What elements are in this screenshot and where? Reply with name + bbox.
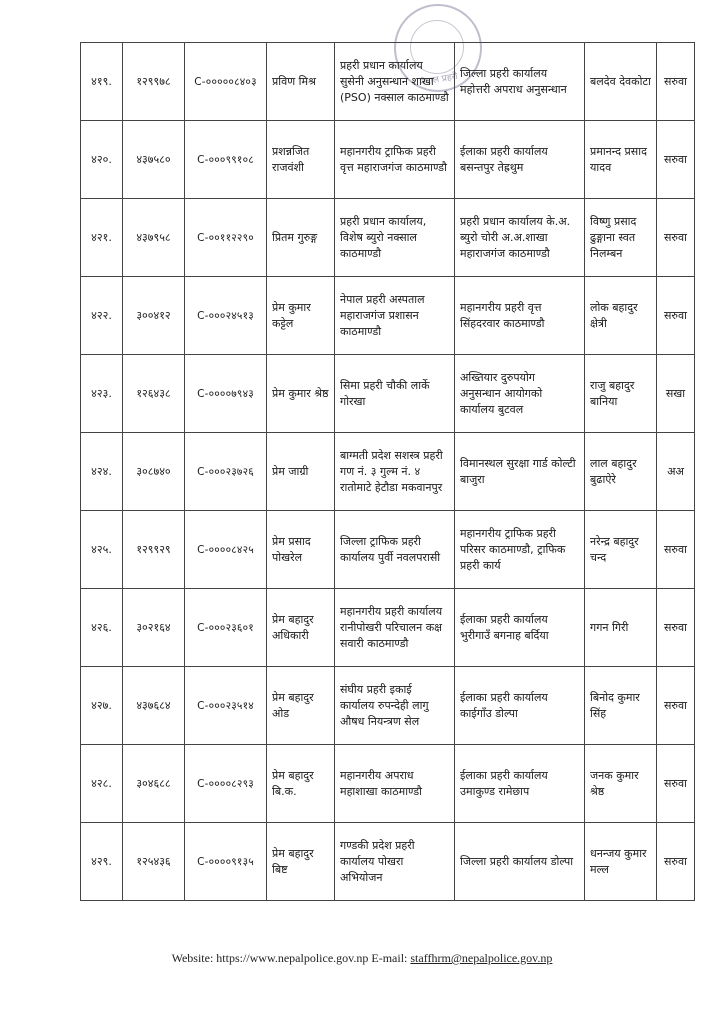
remark: अअ [657, 433, 695, 511]
website-link[interactable]: https://www.nepalpolice.gov.np [216, 951, 369, 965]
approver-name: राजु बहादुर बानिया [585, 355, 657, 433]
approver-name: धनन्जय कुमार मल्ल [585, 823, 657, 901]
personnel-id: ३००४१२ [123, 277, 185, 355]
table-row [81, 433, 695, 511]
staff-code: C-०००९९१०८ [185, 121, 267, 199]
to-office: विमानस्थल सुरक्षा गार्ड कोल्टी बाजुरा [455, 433, 585, 511]
person-name: प्रेम बहादुर बि.क. [267, 745, 335, 823]
serial-number: ४२६. [81, 589, 123, 667]
approver-name: लोक बहादुर क्षेत्री [585, 277, 657, 355]
from-office: गण्डकी प्रदेश प्रहरी कार्यालय पोखरा अभियोजन [335, 823, 455, 901]
staff-code: C-००००८४२५ [185, 511, 267, 589]
remark: सरुवा [657, 199, 695, 277]
from-office: बाग्मती प्रदेश सशस्त्र प्रहरी गण नं. ३ गुल्म नं. ४ रातोमाटे हेटौडा मकवानपुर [335, 433, 455, 511]
serial-number: ४२०. [81, 121, 123, 199]
remark: सखा [657, 355, 695, 433]
serial-number: ४२३. [81, 355, 123, 433]
staff-code: C-००११२२९० [185, 199, 267, 277]
to-office: ईलाका प्रहरी कार्यालय उमाकुण्ड रामेछाप [455, 745, 585, 823]
person-name: प्रेम बहादुर अधिकारी [267, 589, 335, 667]
remark: सरुवा [657, 511, 695, 589]
serial-number: ४१९. [81, 43, 123, 121]
from-office: प्रहरी प्रधान कार्यालय सुसेनी अनुसन्धान शाखा (PSO) नक्साल काठमाण्डौ [335, 43, 455, 121]
personnel-id: ४३७५८० [123, 121, 185, 199]
to-office: महानगरीय ट्राफिक प्रहरी परिसर काठमाण्डौ, ट्राफिक प्रहरी कार्य [455, 511, 585, 589]
staff-code: C-०००२४५१३ [185, 277, 267, 355]
table-row [81, 121, 695, 199]
table-row [81, 823, 695, 901]
person-name: प्रशन्नजित राजवंशी [267, 121, 335, 199]
table-row [81, 277, 695, 355]
to-office: अख्तियार दुरुपयोग अनुसन्धान आयोगको कार्यालय बुटवल [455, 355, 585, 433]
email-link[interactable]: staffhrm@nepalpolice.gov.np [410, 951, 553, 965]
to-office: ईलाका प्रहरी कार्यालय भुरीगाउँ बगनाह बर्दिया [455, 589, 585, 667]
remark: सरुवा [657, 823, 695, 901]
approver-name: प्रमानन्द प्रसाद यादव [585, 121, 657, 199]
page-footer [0, 951, 724, 966]
person-name: प्रितम गुरुङ्ग [267, 199, 335, 277]
from-office: नेपाल प्रहरी अस्पताल महाराजगंज प्रशासन काठमाण्डौ [335, 277, 455, 355]
remark: सरुवा [657, 277, 695, 355]
to-office: महानगरीय प्रहरी वृत्त सिंहदरवार काठमाण्डौ [455, 277, 585, 355]
person-name: प्रेम जाग्री [267, 433, 335, 511]
to-office: ईलाका प्रहरी कार्यालय बसन्तपुर तेह्रथुम [455, 121, 585, 199]
staff-code: C-०००२३६०१ [185, 589, 267, 667]
staff-code: C-००००९१३५ [185, 823, 267, 901]
from-office: संघीय प्रहरी इकाई कार्यालय रुपन्देही लागु औषध नियन्त्रण सेल [335, 667, 455, 745]
serial-number: ४२८. [81, 745, 123, 823]
table-row [81, 511, 695, 589]
staff-code: C-०००२३७२६ [185, 433, 267, 511]
serial-number: ४२१. [81, 199, 123, 277]
to-office: प्रहरी प्रधान कार्यालय के.अ. ब्युरो चोरी अ.अ.शाखा महाराजगंज काठमाण्डौ [455, 199, 585, 277]
personnel-id: ३०४६८८ [123, 745, 185, 823]
person-name: प्रेम कुमार कट्टेल [267, 277, 335, 355]
from-office: प्रहरी प्रधान कार्यालय, विशेष ब्युरो नक्साल काठमाण्डौ [335, 199, 455, 277]
approver-name: बलदेव देवकोटा [585, 43, 657, 121]
from-office: महानगरीय प्रहरी कार्यालय रानीपोखरी परिचालन कक्ष सवारी काठमाण्डौ [335, 589, 455, 667]
person-name: प्रेम बहादुर ओड [267, 667, 335, 745]
person-name: प्रेम प्रसाद पोखरेल [267, 511, 335, 589]
serial-number: ४२७. [81, 667, 123, 745]
staff-code: C-००००८२९३ [185, 745, 267, 823]
approver-name: गगन गिरी [585, 589, 657, 667]
staff-code: C-०००२३५१४ [185, 667, 267, 745]
remark: सरुवा [657, 43, 695, 121]
to-office: ईलाका प्रहरी कार्यालय काईगाँउ डोल्पा [455, 667, 585, 745]
personnel-id: १२९९२९ [123, 511, 185, 589]
table-row [81, 589, 695, 667]
personnel-id: ४३७६८४ [123, 667, 185, 745]
to-office: जिल्ला प्रहरी कार्यालय डोल्पा [455, 823, 585, 901]
email-label: E-mail: [371, 951, 408, 965]
website-label: Website: [171, 951, 214, 965]
serial-number: ४२४. [81, 433, 123, 511]
staff-code: C-००००७९४३ [185, 355, 267, 433]
remark: सरुवा [657, 589, 695, 667]
personnel-id: १२६४३८ [123, 355, 185, 433]
approver-name: जनक कुमार श्रेष्ठ [585, 745, 657, 823]
person-name: प्रेम बहादुर बिष्ट [267, 823, 335, 901]
serial-number: ४२२. [81, 277, 123, 355]
from-office: सिमा प्रहरी चौकी लार्के गोरखा [335, 355, 455, 433]
transfer-table [80, 42, 695, 901]
person-name: प्रेम कुमार श्रेष्ठ [267, 355, 335, 433]
table-row [81, 355, 695, 433]
to-office: जिल्ला प्रहरी कार्यालय महोत्तरी अपराध अनुसन्धान [455, 43, 585, 121]
remark: सरुवा [657, 121, 695, 199]
personnel-id: १२५४३६ [123, 823, 185, 901]
table-row [81, 745, 695, 823]
approver-name: विष्णु प्रसाद ढुङ्गाना स्वत निलम्बन [585, 199, 657, 277]
remark: सरुवा [657, 667, 695, 745]
personnel-id: १२९९७८ [123, 43, 185, 121]
approver-name: बिनोद कुमार सिंह [585, 667, 657, 745]
staff-code: C-०००००८४०३ [185, 43, 267, 121]
from-office: महानगरीय अपराध महाशाखा काठमाण्डौ [335, 745, 455, 823]
personnel-id: ३०८७४० [123, 433, 185, 511]
remark: सरुवा [657, 745, 695, 823]
seal-text: नेपाल प्रहरी [420, 71, 459, 89]
personnel-id: ४३७९५८ [123, 199, 185, 277]
person-name: प्रविण मिश्र [267, 43, 335, 121]
from-office: महानगरीय ट्राफिक प्रहरी वृत्त महाराजगंज काठमाण्डौ [335, 121, 455, 199]
approver-name: नरेन्द्र बहादुर चन्द [585, 511, 657, 589]
approver-name: लाल बहादुर बुढाऐरे [585, 433, 657, 511]
table-row [81, 43, 695, 121]
from-office: जिल्ला ट्राफिक प्रहरी कार्यालय पुर्वी नवलपरासी [335, 511, 455, 589]
serial-number: ४२५. [81, 511, 123, 589]
personnel-id: ३०२१६४ [123, 589, 185, 667]
serial-number: ४२९. [81, 823, 123, 901]
table-row [81, 667, 695, 745]
table-row [81, 199, 695, 277]
table-body [81, 43, 695, 901]
